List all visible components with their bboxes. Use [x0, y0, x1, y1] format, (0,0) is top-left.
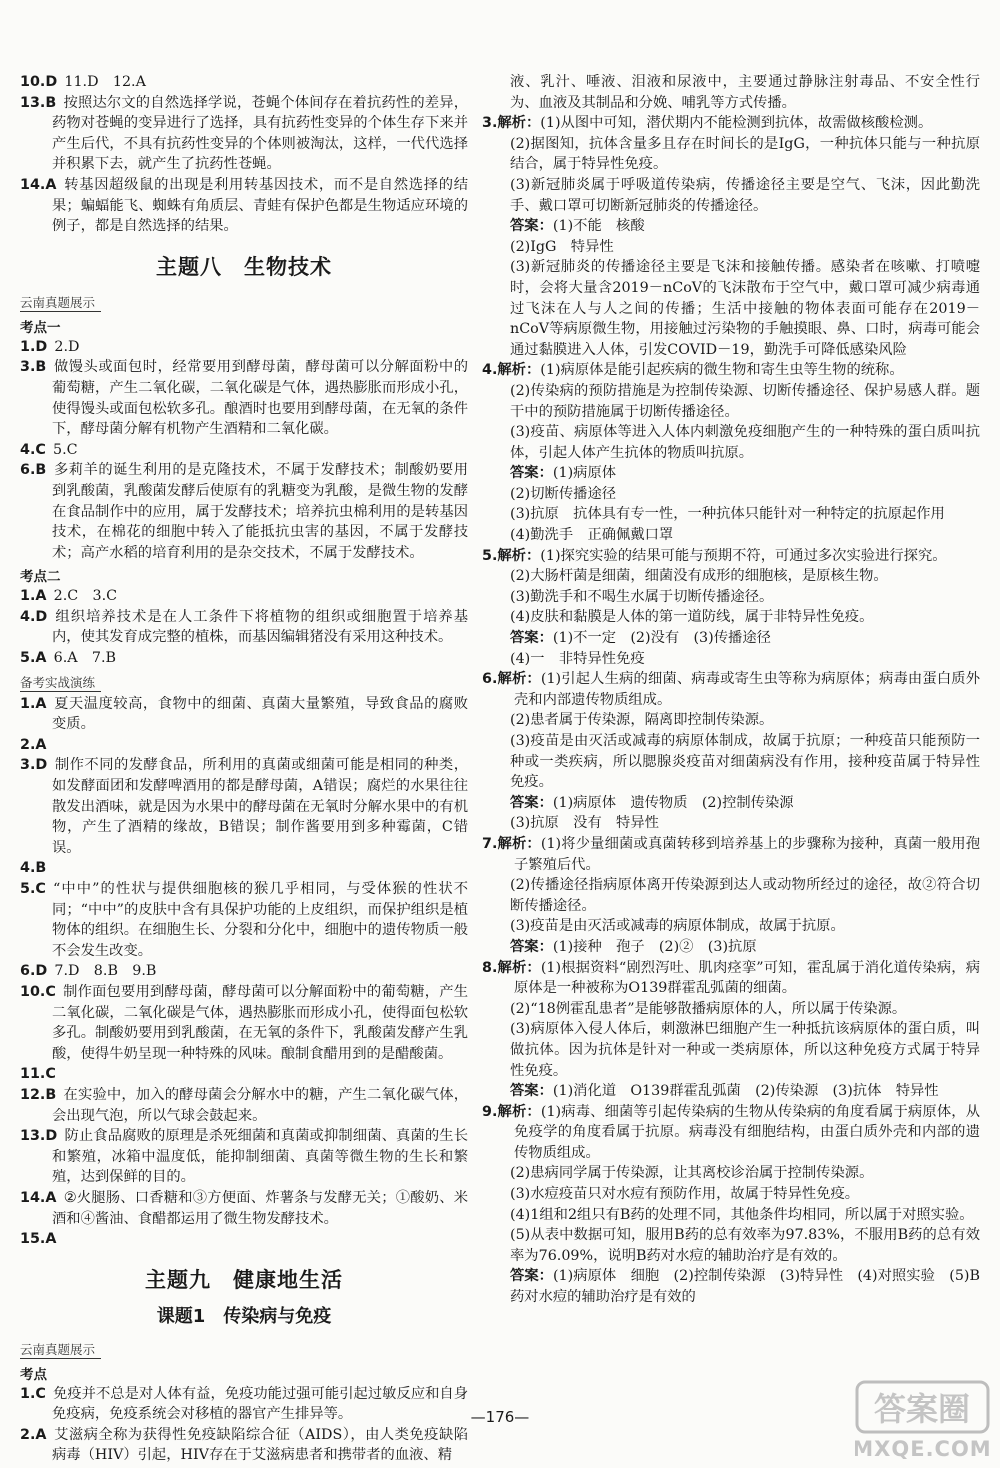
answer-paragraph [482, 834, 980, 875]
answer-paragraph [482, 175, 980, 216]
question-number: 4. [482, 362, 498, 379]
answer-text: 2.C 3.C [53, 588, 118, 605]
question-number: 3. [482, 115, 498, 132]
answer-text: 6.A 7.B [53, 650, 117, 667]
answer-text: (2)据图知，抗体含量多且存在时间长的是IgG，一种抗体只能与一种抗原结合，属于特异性免疫。 [510, 135, 980, 173]
question-number: 13.B [20, 94, 57, 111]
answer-text: (1)不一定 (2)没有 (3)传播途径 [552, 630, 771, 647]
question-number: 4.B [20, 860, 47, 877]
answer-text: 5.C [53, 441, 78, 458]
answer-text: (4)皮肤和黏膜是人体的第一道防线，属于非特异性免疫。 [510, 609, 874, 626]
answer-paragraph [482, 484, 980, 505]
answer-text: (2)患者属于传染源，隔离即控制传染源。 [510, 712, 774, 729]
section-tag: 备考实战演练 [20, 673, 101, 692]
section-tag: 云南真题展示 [20, 293, 101, 312]
question-number: 4.D [20, 608, 48, 625]
section-heading: 主题八 生物技术 [156, 254, 332, 279]
answer-text: 7.D 8.B 9.B [54, 963, 157, 980]
question-number: 9. [482, 1103, 498, 1120]
question-number: 1.A [20, 695, 47, 712]
exam-point-label: 考点二 [20, 569, 61, 586]
section-tag-row [20, 1336, 468, 1361]
right-column [482, 72, 980, 1308]
page-number: —176— [470, 1408, 530, 1426]
answer-paragraph [482, 546, 980, 567]
answer-text: 做馒头或面包时，经常要用到酵母菌，酵母菌可以分解面粉中的葡萄糖，产生二氧化碳，二氧化碳是气体，遇热膨胀而形成小孔，使得馒头或面包松软多孔。酿酒时也要用到酵母菌，在无氧的条件下，酵母菌分解有机物产生酒精和二氧化碳。 [52, 359, 468, 438]
answer-text: (3)抗原 没有 特异性 [510, 815, 659, 832]
answer-paragraph [482, 1081, 980, 1102]
answer-text: (2)传播途径指病原体离开传染源到达人或动物所经过的途径，故②符合切断传播途径。 [510, 877, 980, 914]
answer-paragraph [482, 731, 980, 793]
question-number: 10.D [20, 74, 58, 90]
answer-text: “中中”的性状与提供细胞核的猴几乎相同，与受体猴的性状不同；“中中”的皮肤中含有具保护功能的上皮组织，而保护组织是植物体的组织。在细胞生长、分裂和分化中，细胞中的遗传物质一般不会发生改变。 [52, 881, 468, 959]
answer-text: (1)从图中可知，潜伏期内不能检测到抗体，故需做核酸检测。 [540, 115, 933, 132]
answer-paragraph [482, 1266, 980, 1307]
question-number: 12.B [20, 1086, 57, 1103]
answer-paragraph [20, 93, 468, 175]
answer-text: (3)疫苗是由灭活或减毒的病原体制成，故属于抗原。 [510, 918, 845, 935]
question-number: 6.D [20, 963, 48, 980]
answer-paragraph [482, 422, 980, 463]
answer-text: (4)勤洗手 正确佩戴口罩 [510, 527, 674, 544]
answer-text: (2)传染病的预防措施是为控制传染源、切断传播途径、保护易感人群。题干中的预防措施属于切断传播途径。 [510, 382, 980, 420]
section-tag-row [20, 289, 468, 314]
answer-paragraph [482, 628, 980, 649]
answer-paragraph [20, 337, 468, 358]
answer-text: 液、乳汁、唾液、泪液和尿液中，主要通过静脉注射毒品、不安全性行为、血液及其制品和分娩、哺乳等方式传播。 [510, 74, 980, 111]
answer-text: (2)患病同学属于传染源，让其离校诊治属于控制传染源。 [510, 1165, 874, 1182]
answer-text: 艾滋病全称为获得性免疫缺陷综合征（AIDS），由人类免疫缺陷病毒（HIV）引起，HIV存在于艾滋病患者和携带者的血液、精 [52, 1426, 468, 1464]
watermark-logo-text: 答案圈 [873, 1390, 971, 1428]
answer-text: (2)“18例霍乱患者”是能够散播病原体的人，所以属于传染源。 [510, 1000, 907, 1017]
answer-paragraph [20, 648, 468, 669]
answer-text: 在实验中，加入的酵母菌会分解水中的糖，产生二氧化碳气体，会出现气泡，所以气球会鼓起来。 [52, 1086, 468, 1124]
answer-paragraph [482, 607, 980, 628]
answer-keyword: 答案： [510, 630, 553, 647]
question-number: 5.C [20, 881, 46, 897]
answer-paragraph [482, 216, 980, 237]
question-number: 1.D [20, 338, 48, 355]
answer-text: 按照达尔文的自然选择学说，苍蝇个体间存在着抗药性的差异，药物对苍蝇的变异进行了选择，具有抗药性变异的个体生存下来并产生后代，不具有抗药性变异的个体则被淘汰，这样，一代代选择并积累下去，就产生了抗药性苍蝇。 [52, 94, 468, 173]
exam-point-label: 考点一 [20, 319, 61, 336]
answer-text: 多莉羊的诞生利用的是克隆技术，不属于发酵技术；制酸奶要用到乳酸菌，乳酸菌发酵后使原有的乳糖变为乳酸，是微生物的发酵在食品制作中的应用，属于发酵技术；培养抗虫棉利用的是转基因技术，在棉花的细胞中转入了能抵抗虫害的基因，不属于发酵技术；高产水稻的培育利用的是杂交技术，不属于发酵技术。 [52, 462, 468, 561]
answer-text: (3)新冠肺炎的传播途径主要是飞沫和接触传播。感染者在咳嗽、打喷嚏时，会将大量含2019－nCoV的飞沫散布于空气中，戴口罩可减少病毒通过飞沫在人与人之间的传播；生活中接触的物体表面可能存在2019－nCoV等病原微生物，用接触过污染物的手触摸眼、鼻、口时，病毒可能会通过黏膜进入人体，引发COVID－19，勤洗手可降低感染风险 [510, 259, 980, 358]
answer-paragraph [20, 1085, 468, 1126]
answer-text: (3)抗原 抗体具有专一性，一种抗体只能针对一种特定的抗原起作用 [510, 506, 945, 523]
answer-text: 11.D 12.A [64, 74, 146, 90]
question-number: 6.B [20, 462, 47, 479]
answer-text: (1)消化道 O139群霍乱弧菌 (2)传染源 (3)抗体 特异性 [552, 1083, 939, 1100]
answer-paragraph [482, 710, 980, 731]
answer-paragraph [482, 237, 980, 258]
question-number: 5.A [20, 650, 47, 667]
answer-text: 2.D [54, 338, 80, 355]
answer-paragraph [482, 525, 980, 546]
question-number: 14.A [20, 1189, 57, 1206]
answer-paragraph [20, 72, 468, 93]
answer-text: 夏天温度较高，食物中的细菌、真菌大量繁殖，导致食品的腐败变质。 [52, 695, 468, 733]
question-number: 14.A [20, 176, 57, 193]
answer-paragraph [20, 755, 468, 858]
answer-paragraph [482, 1102, 980, 1164]
answer-paragraph [20, 175, 468, 237]
answer-paragraph [20, 586, 468, 607]
answer-text: ②火腿肠、口香糖和③方便面、炸薯条与发酵无关；①酸奶、米酒和④酱油、食醋都运用了微生物发酵技术。 [52, 1189, 468, 1227]
answer-paragraph [482, 937, 980, 958]
answer-text: (1)探究实验的结果可能与预期不符，可通过多次实验进行探究。 [540, 547, 947, 564]
answer-text: (1)不能 核酸 [552, 218, 645, 235]
watermark-logo-graphic [855, 1378, 990, 1463]
section-tag: 云南真题展示 [20, 1340, 101, 1359]
answer-paragraph [482, 504, 980, 525]
answer-keyword: 解析： [497, 959, 541, 976]
answer-paragraph [482, 958, 980, 999]
answer-paragraph [482, 463, 980, 484]
answer-text: (4)一 非特异性免疫 [510, 650, 645, 667]
question-number: 3.B [20, 359, 47, 376]
answer-text: (1)病毒、细菌等引起传染病的生物从传染病的角度看属于病原体，从免疫学的角度看属于抗原。病毒没有细胞结构，由蛋白质外壳和内部的遗传物质组成。 [514, 1103, 981, 1161]
answer-keyword: 解析： [497, 835, 541, 852]
answer-text: (3)疫苗是由灭活或减毒的病原体制成，故属于抗原；一种疫苗只能预防一种或一类疾病，所以腮腺炎疫苗对细菌病没有作用，接种疫苗属于特异性免疫。 [510, 733, 980, 791]
answer-text: (3)勤洗手和不喝生水属于切断传播途径。 [510, 588, 774, 605]
watermark-logo [855, 1378, 990, 1463]
answer-text: (1)病原体 遗传物质 (2)控制传染源 [552, 794, 794, 811]
answer-paragraph [20, 357, 468, 439]
answer-text: (1)接种 孢子 (2)② (3)抗原 [552, 938, 757, 955]
section-heading: 主题九 健康地生活 [145, 1267, 343, 1292]
answer-text: (2)IgG 特异性 [510, 238, 614, 255]
answer-paragraph [482, 587, 980, 608]
answer-text: (3)病原体入侵人体后，刺激淋巴细胞产生一种抵抗该病原体的蛋白质，叫做抗体。因为抗体是针对一种或一类病原体，所以这种免疫方式属于特异性免疫。 [510, 1021, 980, 1079]
answer-keyword: 答案： [510, 938, 553, 955]
answer-paragraph [20, 858, 468, 879]
answer-paragraph [20, 440, 468, 461]
question-number: 8. [482, 959, 498, 976]
answer-text: 防止食品腐败的原理是杀死细菌和真菌或抑制细菌、真菌的生长和繁殖，冰箱中温度低，能抑制细菌、真菌等微生物的生长和繁殖，达到保鲜的目的。 [52, 1128, 468, 1186]
subsection-heading: 课题1 传染病与免疫 [156, 1305, 332, 1327]
answer-text: (2)大肠杆菌是细菌，细菌没有成形的细胞核，是原核生物。 [510, 568, 888, 585]
answer-paragraph [20, 982, 468, 1064]
answer-paragraph [20, 607, 468, 648]
answer-text: (2)切断传播途径 [510, 485, 617, 502]
answer-paragraph [482, 999, 980, 1020]
question-number: 3.D [20, 757, 48, 774]
answer-paragraph [482, 113, 980, 134]
question-number: 1.C [20, 1385, 46, 1402]
answer-paragraph [482, 793, 980, 814]
answer-text: (1)病原体是能引起疾病的微生物和寄生虫等生物的统称。 [540, 362, 904, 379]
answer-paragraph [482, 669, 980, 710]
answer-paragraph [482, 916, 980, 937]
left-column [20, 72, 468, 1466]
answer-paragraph [20, 1064, 468, 1085]
question-number: 13.D [20, 1128, 58, 1145]
answer-keyword: 答案： [510, 465, 553, 482]
answer-paragraph [20, 1126, 468, 1188]
answer-text: 制作不同的发酵食品，所利用的真菌或细菌可能是相同的种类，如发酵面团和发酵啤酒用的都是酵母菌，A错误；腐烂的水果往往散发出酒味，就是因为水果中的酵母菌在无氧时分解水果中的有机物，产生了酒精的缘故，B错误；制作酱要用到多种霉菌，C错误。 [52, 757, 468, 856]
question-number: 1.A [20, 588, 47, 605]
answer-text: 转基因超级鼠的出现是利用转基因技术，而不是自然选择的结果；蝙蝠能飞、蜘蛛有角质层、青蛙有保护色都是生物适应环境的例子，都是自然选择的结果。 [52, 176, 468, 235]
answer-paragraph [20, 1425, 468, 1466]
answer-paragraph [482, 875, 980, 916]
answer-paragraph [482, 566, 980, 587]
answer-text: (1)引起人生病的细菌、病毒或寄生虫等称为病原体；病毒由蛋白质外壳和内部遗传物质组成。 [514, 671, 981, 708]
answer-keyword: 解析： [497, 1103, 541, 1120]
answer-text: (1)将少量细菌或真菌转移到培养基上的步骤称为接种，真菌一般用孢子繁殖后代。 [514, 835, 981, 873]
answer-text: (3)水痘疫苗只对水痘有预防作用，故属于特异性免疫。 [510, 1186, 860, 1203]
answer-paragraph [20, 460, 468, 563]
answer-paragraph [20, 694, 468, 735]
question-number: 7. [482, 835, 498, 852]
answer-paragraph [20, 1188, 468, 1229]
answer-paragraph [482, 649, 980, 670]
question-number: 10.C [20, 983, 56, 1000]
answer-keyword: 答案： [510, 1083, 553, 1100]
question-number: 2.A [20, 1426, 47, 1443]
answer-paragraph [20, 1229, 468, 1250]
question-number: 4.C [20, 441, 46, 458]
answer-keyword: 解析： [497, 547, 541, 564]
answer-text: 组织培养技术是在人工条件下将植物的组织或细胞置于培养基内，使其发育成完整的植株，而基因编辑猪没有采用这种技术。 [52, 608, 468, 646]
watermark-url: MXQE.COM [855, 1437, 990, 1461]
answer-paragraph [482, 381, 980, 422]
answer-text: (5)从表中数据可知，服用B药的总有效率为97.83%，不服用B药的总有效率为76.09%，说明B药对水痘的辅助治疗是有效的。 [510, 1227, 980, 1264]
answer-paragraph [20, 879, 468, 961]
answer-paragraph [482, 360, 980, 381]
section-tag-row [20, 669, 468, 694]
answer-text: (3)疫苗、病原体等进入人体内刺激免疫细胞产生的一种特殊的蛋白质叫抗体，引起人体产生抗体的物质叫抗原。 [510, 424, 980, 461]
answer-paragraph [482, 1184, 980, 1205]
answer-paragraph [482, 1225, 980, 1266]
answer-text: (1)病原体 细胞 (2)控制传染源 (3)特异性 (4)对照实验 (5)B药对水痘的辅助治疗是有效的 [510, 1268, 981, 1306]
question-number: 11.C [20, 1066, 56, 1083]
answer-paragraph [20, 735, 468, 756]
answer-paragraph [482, 134, 980, 175]
question-number: 6. [482, 671, 498, 688]
answer-keyword: 解析： [497, 671, 541, 688]
answer-text: (1)病原体 [552, 465, 617, 482]
answer-text: 免疫并不总是对人体有益，免疫功能过强可能引起过敏反应和自身免疫病，免疫系统会对移植的器官产生排异等。 [52, 1385, 468, 1423]
answer-keyword: 答案： [510, 218, 553, 235]
answer-paragraph [482, 1163, 980, 1184]
question-number: 5. [482, 547, 498, 564]
answer-keyword: 解析： [497, 362, 541, 379]
answer-keyword: 答案： [510, 794, 553, 811]
answer-keyword: 答案： [510, 1268, 553, 1285]
answer-paragraph [482, 1205, 980, 1226]
answer-paragraph [20, 961, 468, 982]
answer-paragraph [482, 72, 980, 113]
answer-keyword: 解析： [497, 115, 541, 132]
question-number: 2.A [20, 736, 47, 753]
answer-paragraph [482, 257, 980, 360]
answer-paragraph [482, 1019, 980, 1081]
answer-text: (4)1组和2组只有B药的处理不同，其他条件均相同，所以属于对照实验。 [510, 1206, 974, 1223]
exam-point-label: 考点 [20, 1366, 47, 1383]
answer-text: (1)根据资料“剧烈泻吐、肌肉痉挛”可知，霍乱属于消化道传染病，病原体是一种被称为O139群霍乱弧菌的细菌。 [514, 959, 981, 997]
answer-text: 制作面包要用到酵母菌，酵母菌可以分解面粉中的葡萄糖，产生二氧化碳，二氧化碳是气体，遇热膨胀而形成小孔，使得面包松软多孔。制酸奶要用到乳酸菌，在无氧的条件下，乳酸菌发酵产生乳酸，使得牛奶呈现一种特殊的风味。酿制食醋用到的是醋酸菌。 [52, 983, 468, 1062]
answer-text: (3)新冠肺炎属于呼吸道传染病，传播途径主要是空气、飞沫，因此勤洗手、戴口罩可切断新冠肺炎的传播途径。 [510, 176, 980, 214]
answer-paragraph [482, 813, 980, 834]
question-number: 15.A [20, 1231, 57, 1248]
